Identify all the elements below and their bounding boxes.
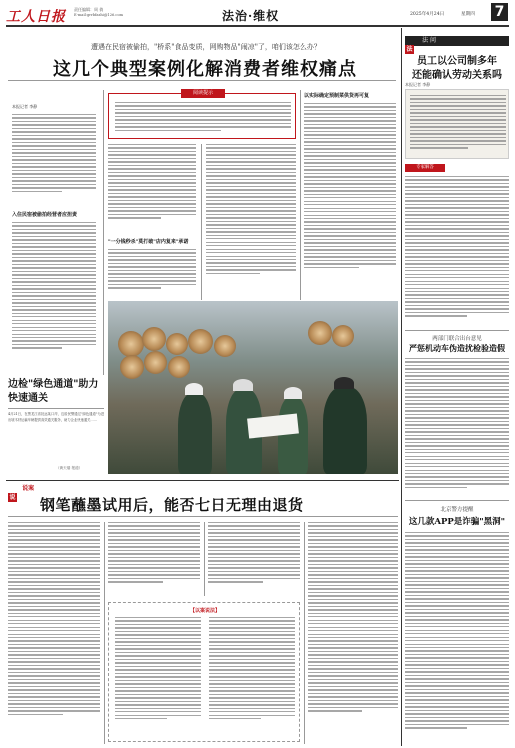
case-section-rule: [6, 480, 399, 481]
lead-column-4: [304, 103, 396, 299]
right-question-title-2: 还能确认劳动关系吗: [412, 70, 502, 81]
masthead-rule: [6, 25, 509, 27]
issue-weekday: 星期四: [461, 12, 475, 17]
right-answer-text: [405, 176, 509, 326]
editor-info: 责任编辑：周 倩: [74, 7, 104, 12]
lead-col-divider-3: [300, 90, 301, 300]
right-mid-headline: 严惩机动车伪造扰检验造假: [409, 343, 505, 353]
right-section-label-text: 法 问: [422, 37, 437, 44]
lead-column-1a: [12, 114, 96, 208]
lead-column-1b: [12, 222, 96, 372]
right-bottom-kicker: 北京警方提醒: [440, 507, 474, 513]
right-mid-text: [405, 358, 509, 498]
lead-col-divider-2: [201, 144, 202, 300]
right-mid-kicker: 两部门联合出台意见: [432, 336, 482, 342]
lead-kicker: 遭遇在民宿被偷拍，"桥系"食品变质，网购物品"闹凉"了，咱们该怎么办？: [91, 43, 321, 51]
section-title: 法治·维权: [222, 9, 280, 23]
lead-subhead-2: "一分钱秒杀"莫打破"店内复来"承诺: [108, 239, 189, 245]
case-column-4: [308, 522, 398, 742]
reading-tips-box: [108, 90, 296, 139]
right-answer-label: 专家解答: [405, 164, 445, 172]
lead-headline-rule: [8, 80, 396, 81]
masthead: [6, 4, 509, 24]
case-law-box-title: 【以案说法】: [189, 608, 220, 614]
case-section-label-text: 说案: [22, 485, 35, 492]
editor-email: E-mail:grrbfazhi@126.com: [74, 13, 124, 17]
photo-caption-text: 4月21日，在黑龙江省抚远某口岸，边检民警通过"绿色通道"为进出境木材运输车辆提供高效通关服务，助力企业快速通关……: [8, 412, 104, 422]
case-section-label: [8, 484, 34, 503]
photo-caption-credit: （黄天瑞 报道）: [56, 466, 83, 470]
lead-col-divider-1: [103, 90, 104, 375]
newspaper-logo: 工人日报: [6, 9, 66, 25]
case-headline: 钢笔蘸墨试用后，能否七日无理由退货: [40, 496, 304, 514]
issue-date: 2025年4月24日: [410, 12, 445, 17]
right-question-byline: 本报记者 李静: [405, 82, 431, 87]
right-section-icon: 法: [406, 46, 413, 53]
case-column-2: [108, 522, 200, 596]
photo-caption-rule: [8, 408, 104, 409]
photo-caption-title: 边检"绿色通道"助力快速通关: [8, 379, 99, 404]
lead-subhead-1: 入住民宿被偷拍经营者应担责: [12, 212, 78, 218]
reading-tips-title: 阅读提示: [181, 89, 225, 98]
case-headline-rule: [8, 516, 398, 517]
right-bottom-text: [405, 532, 509, 744]
case-law-box: [108, 602, 300, 742]
lead-byline: 本报记者 李静: [12, 104, 38, 109]
right-section-label: [405, 36, 509, 53]
right-question-box: [405, 89, 509, 159]
lead-headline: 这几个典型案例化解消费者维权痛点: [53, 59, 357, 80]
right-column-divider: [401, 28, 402, 746]
case-law-box-right: [209, 617, 295, 739]
lead-column-2b: [108, 249, 196, 299]
reading-tips-text: [115, 102, 291, 136]
case-law-box-left: [115, 617, 201, 739]
right-question-title-1: 员工以公司制多年: [417, 56, 497, 67]
case-column-3: [208, 522, 300, 596]
lead-column-3: [206, 144, 296, 299]
case-section-icon: 说: [9, 494, 16, 501]
lead-subhead-3: 以实际确定预制菜供货再可复: [304, 93, 370, 99]
lead-column-2a: [108, 144, 196, 234]
case-column-1: [8, 522, 100, 742]
right-bottom-headline: 这几款APP是诈骗"黑洞": [408, 517, 506, 527]
border-inspection-photo: [108, 301, 398, 474]
page-number: 7: [491, 3, 508, 21]
photo-caption-box: [8, 376, 104, 476]
